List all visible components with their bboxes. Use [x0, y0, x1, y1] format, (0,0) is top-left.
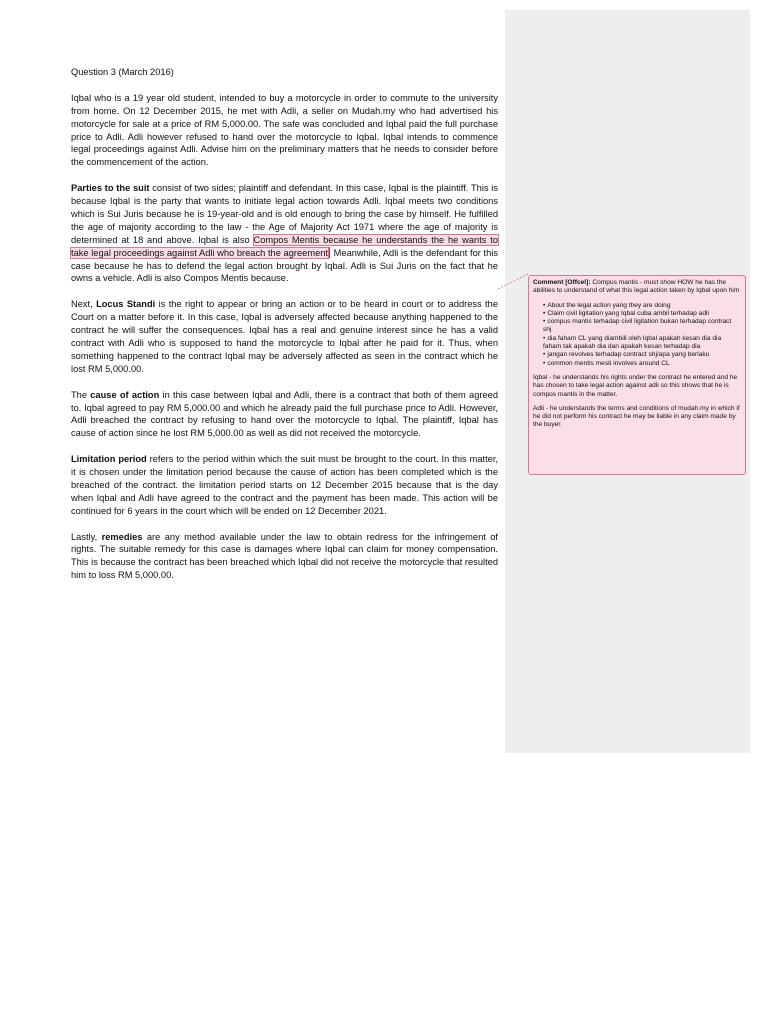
comment-bullet: • About the legal action yang they are doing — [543, 302, 741, 310]
comment-bullet: • jangan revolves terhadap contract shj/apa yang berlaku — [543, 351, 741, 359]
remedies-text: are any method available under the law to obtain redress for the infringement of rights. The suitable remedy for this case is damages where Iqbal can claim for money compensation. This is because the contract has been breached which Iqbal did not receive the motorcycle that resulted him to loss RM 5,000.00. — [71, 531, 498, 581]
question-text: Iqbal who is a 19 year old student, intended to buy a motorcycle in order to commute to the university from home. On 12 December 2015, he met with Adli, a seller on Mudah.my who had advertised his motorcycle for sale at a price of RM 5,000.00. The safe was concluded and Iqbal paid the full purchase price to Adli. Adli however refused to hand over the motorcycle to Iqbal. Iqbal intends to commence legal proceedings against Adli. Advise him on the preliminary matters that he needs to consider before the commencement of the action. — [71, 92, 498, 168]
locus-standi-paragraph — [71, 298, 498, 375]
limitation-term: Limitation period — [71, 454, 147, 465]
comment-anchor-marker — [329, 247, 330, 258]
locus-prefix: Next, — [71, 299, 97, 310]
document-body[interactable] — [71, 66, 498, 595]
comment-author-label: Comment [Offcel]: — [533, 279, 591, 286]
comment-bullet: • dia faham CL yang diambili oleh Iqbal apakah kesan dia dia faham tak apakah dia dan apakah kesan terhadap dia — [543, 335, 741, 352]
comment-bullet: • Claim civil ligitation yang Iqbal cuba ambil terhadap adli — [543, 310, 741, 318]
cause-prefix: The — [71, 389, 91, 400]
comment-bullet: • common mentis mesti involves around CL — [543, 360, 741, 368]
parties-paragraph — [71, 182, 498, 285]
comment-connector-line — [498, 272, 528, 290]
cause-text: in this case between Iqbal and Adli, there is a contract that both of them agreed to. Iqbal agreed to pay RM 5,000.00 and which he already paid the full purchase price to Adli. However, Adli breached the contract by refusing to hand over the motorcycle to Iqbal. The plaintiff, Iqbal has cause of action since he lost RM 5,000.00 as well as did not received the motorcycle. — [71, 389, 498, 439]
comment-bullet-list — [533, 302, 741, 368]
locus-term: Locus Standi — [96, 299, 156, 310]
parties-term: Parties to the suit — [71, 183, 150, 194]
limitation-paragraph — [71, 453, 498, 518]
comment-paragraph-iqbal: Iqbal - he understands his rights under the contract he entered and he has chosen to take legal action against adli so this shows that he is compos mantis in the matter. — [533, 373, 738, 398]
comment-text: Compus mantis - must show HOW he has the abilities to understand of what this legal action taken by Iqbal upon him — [533, 279, 740, 295]
commented-highlight[interactable]: Compos Mentis because he understands the he wants to take legal proceedings against Adli who breach the agreement — [71, 234, 498, 258]
comment-balloon[interactable] — [528, 275, 746, 475]
remedies-term: remedies — [101, 531, 143, 542]
question-heading: Question 3 (March 2016) — [71, 67, 174, 77]
cause-term: cause of action — [90, 389, 160, 400]
comment-paragraph-adli: Adli - he understands the terms and conditions of mudah.my in which if he did not perform his contract he may be liable in any claim made by the buyer. — [533, 404, 740, 429]
remedies-prefix: Lastly, — [71, 531, 102, 542]
limitation-text: refers to the period within which the suit must be brought to the court. In this matter, it is chosen under the limitation period because the cause of action has been completed which is the breached of the contract. the limitation period starts on 12 December 2015 because that is the day when Iqbal and Adli have agreed to the contract and the payment has been made. This action will be continued for 6 years in the court which will be ended on 12 December 2021. — [71, 454, 498, 516]
parties-text-before: consist of two sides; plaintiff and defendant. In this case, Iqbal is the plaintiff. This is because Iqbal is the party that wants to initiate legal action towards Adli. Iqbal meets two conditions which is Sui Juris because he is 19-year-old and is old enough to bring the case by himself. He fulfilled the age of majority according to the law - the Age of Majority Act 1971 where the age of majority is determined at 18 and above. Iqbal is also — [71, 183, 499, 245]
comment-bullet: • compus mantis terhadap civil ligitation bukan terhadap contract shj — [543, 318, 741, 335]
comment-header — [533, 279, 741, 296]
remedies-paragraph — [71, 531, 498, 583]
parties-text-after: Meanwhile, Adli is the defendant for this case because he has to defend the legal action brought by Iqbal. Adli is Sui Juris on the fact that he owns a vehicle. Adli is also Compos Mentis because. — [71, 247, 498, 284]
cause-of-action-paragraph — [71, 389, 498, 441]
locus-text: is the right to appear or bring an action or to be heard in court or to address the Court on a matter before it. In this case, Iqbal is adversely affected because anything happened to the contract he will suffer the consequences. Iqbal has a real and genuine interest since he has a valid contract with Adli who is supposed to hand the motorcycle to Iqbal after he paid for it. Thus, when something happened to the contract Iqbal may be adversely affected as seen in the contract which he lost RM 5,000.00. — [71, 299, 498, 374]
